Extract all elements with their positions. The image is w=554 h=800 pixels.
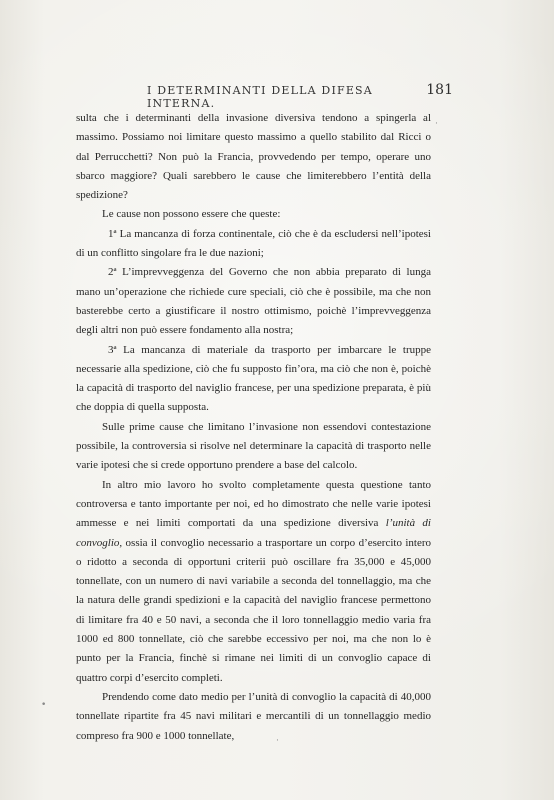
body-text: [76, 109, 431, 746]
paragraph-4-part-2: ossia il convoglio necessario a trasportare un corpo d’esercito intero o ridotto a seconda di opportuni criterii può oscillare fra 35,000 e 45,000 tonnellate, con un numero di navi variabile a seconda del tonnellaggio, ma che la natura delle grandi spedizioni e la capacità del naviglio francese permettono di limitare fra 40 e 50 navi, a seconda che il loro tonnellaggio medio varia fra 1000 ed 800 tonnellate, ciò che sarebbe eccessivo per noi, ma che non lo è punto per la Francia, finchè si rimane nei limiti di un convoglio capace di quattro corpi d’esercito completi.: [76, 536, 431, 684]
paragraph-4-part-1: In altro mio lavoro ho svolto completamente questa questione tanto controversa e tanto importante per noi, ed ho dimostrato che nelle varie ipotesi ammesse e nei limiti comportati da una spedizione diversiva: [76, 478, 431, 530]
paragraph-2: Le cause non possono essere che queste:: [102, 208, 281, 221]
paragraph-1: sulta che i determinanti della invasione diversiva tendono a spingerla al massimo. Possiamo noi limitare questo massimo a quello stabilito dal Ricci o dal Perrucchetti? Non può la Francia, provvedendo per tempo, operare uno sbarco maggiore? Quali sarebbero le cause che limiterebbero l’entità della spedizione?: [76, 112, 431, 202]
page-speck: •: [41, 700, 47, 710]
paragraph-4: [76, 476, 431, 688]
running-title: I DETERMINANTI DELLA DIFESA INTERNA.: [147, 84, 373, 110]
page-number: 181: [426, 82, 453, 98]
paragraph-3: Sulle prime cause che limitano l’invasione non essendovi contestazione possibile, la controversia si risolve nel determinare la capacità di trasporto nelle varie ipotesi che si crede opportuno prendere a base del calcolo.: [76, 420, 431, 472]
running-header: [75, 82, 455, 110]
page-speck: ·: [435, 119, 438, 129]
list-item-1: 1ª La mancanza di forza continentale, ciò che è da escludersi nell’ipotesi di un conflitto singolare fra le due nazioni;: [76, 227, 431, 260]
paragraph-4-italic: l’unità di convoglio,: [76, 517, 431, 549]
paragraph-5: Prendendo come dato medio per l’unità di convoglio la capacità di 40,000 tonnellate ripartite fra 45 navi militari e mercantili di un tonnellaggio medio compreso fra 900 e 1000 tonnellate,: [76, 690, 431, 742]
list-item-3: 3ª La mancanza di materiale da trasporto per imbarcare le truppe necessarie alla spedizione, ciò che fu supposto fin’ora, ma ciò che non è, poichè la capacità di trasporto del naviglio francese, per una spedizione preparata, è più che doppia di quella supposta.: [76, 343, 431, 414]
page-speck: ·: [276, 736, 279, 746]
list-item-2: 2ª L’imprevveggenza del Governo che non abbia preparato di lunga mano un’operazione che richiede cure speciali, ciò che è possibile, ma che non basterebbe certo a giustificare il nostro ottimismo, poichè l’imprevveggenza degli altri non può essere fondamento alla nostra;: [76, 266, 431, 337]
